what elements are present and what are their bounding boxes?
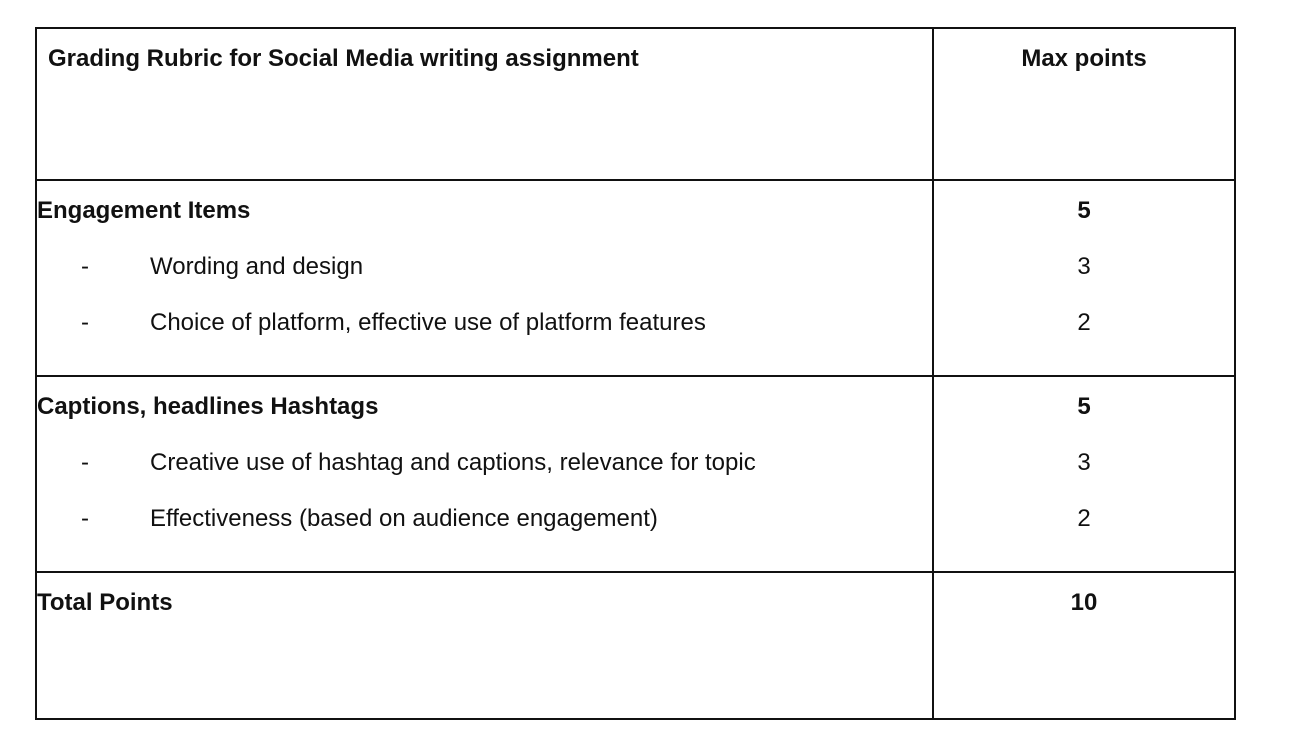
section-points: 5 (1077, 197, 1091, 224)
criterion-label: Creative use of hashtag and captions, relevance for topic (150, 449, 756, 476)
criterion-points: 3 (1077, 253, 1091, 280)
criterion-points: 3 (1077, 449, 1091, 476)
bullet-dash: - (81, 505, 89, 532)
rubric-title: Grading Rubric for Social Media writing assignment (48, 45, 639, 72)
section-row-captions (37, 375, 1234, 571)
section-title: Engagement Items (37, 197, 251, 224)
criterion-label: Choice of platform, effective use of platform features (150, 309, 706, 336)
criterion-label: Effectiveness (based on audience engagement) (150, 505, 658, 532)
total-points: 10 (1070, 589, 1098, 616)
header-row (37, 29, 1234, 179)
criterion-label: Wording and design (150, 253, 364, 280)
bullet-dash: - (81, 309, 89, 336)
criterion-points: 2 (1077, 309, 1091, 336)
max-points-heading: Max points (1021, 45, 1147, 72)
criterion-points: 2 (1077, 505, 1091, 532)
bullet-dash: - (81, 253, 89, 280)
section-points: 5 (1077, 393, 1091, 420)
total-row (37, 571, 1234, 718)
section-title: Captions, headlines Hashtags (37, 393, 379, 420)
section-row-engagement (37, 179, 1234, 375)
grading-rubric-table (35, 27, 1236, 720)
total-label: Total Points (37, 589, 173, 616)
bullet-dash: - (81, 449, 89, 476)
